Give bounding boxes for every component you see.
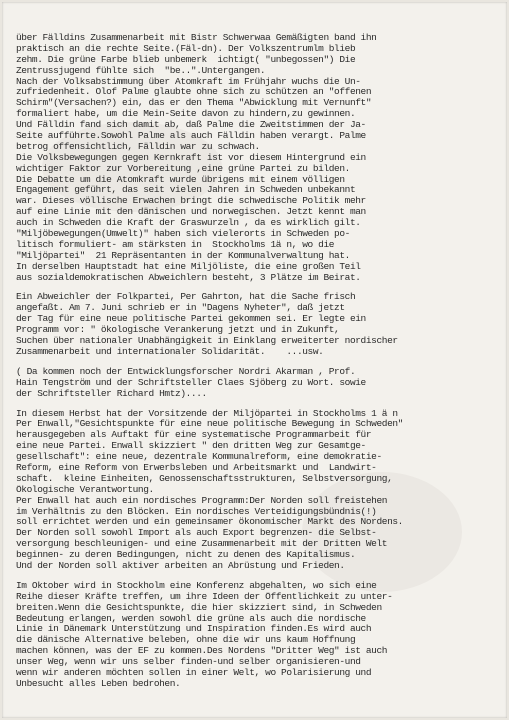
text-line: auf eine Linie mit den dänischen und norwegischen. Jetzt kennt man: [16, 207, 366, 218]
text-line: Die Debatte um die Atomkraft wurde übrigens mit einem völligen: [16, 174, 345, 185]
paragraph-gap: [16, 358, 502, 367]
text-line: der Tag für eine neue politische Partei gekommen sei. Er legte ein: [16, 314, 366, 325]
text-line: war. Dieses völlische Erwachen bringt die schwedische Politik mehr: [16, 196, 366, 207]
text-line: "Miljöpartei" 21 Repräsentanten in der Kommunalverwaltung hat.: [16, 250, 350, 261]
text-line: Schirm"(Versachen?) ein, das er den Thema "Abwicklung mit Vernunft": [16, 98, 372, 109]
text-line: In diesem Herbst hat der Vorsitzende der Miljöpartei in Stockholms 1 ä n: [16, 408, 398, 419]
text-line: Zusammenarbeit und internationaler Solidarität. ...usw.: [16, 346, 324, 357]
text-line: Zentrussjugend fühlte sich "be..".Untergangen.: [16, 65, 266, 76]
text-line: beginnen- zu deren Bedingungen, nicht zu denen des Kapitalismus.: [16, 550, 356, 561]
paragraph-gap: [16, 400, 502, 409]
text-line: Unbesucht alles Leben bedrohen.: [16, 678, 181, 689]
text-line: Und Fälldin fand sich damit ab, daß Palme die Zweitstimmen der Ja-: [16, 120, 366, 131]
document-body: [16, 33, 502, 690]
text-line: Ein Abweichler der Folkpartei, Per Gahrton, hat die Sache frisch: [16, 292, 356, 303]
text-line: aus sozialdemokratischen Abweichlern besteht, 3 Plätze im Beirat.: [16, 272, 361, 283]
text-line: betrog offensichtlich, Fälldin war zu schwach.: [16, 141, 260, 152]
text-line: wichtiger Faktor zur Vorbereitung ,eine grüne Partei zu bilden.: [16, 163, 350, 174]
text-line: über Fälldins Zusammenarbeit mit Bistr Schwerwaa Gemäßigten band ihn: [16, 33, 377, 43]
text-line: auch in Schweden die Kraft der Graswurzeln , da es wirklich gilt.: [16, 218, 361, 229]
text-line: eine neue Partei. Enwall skizziert " den dritten Weg zur Gesamtge-: [16, 441, 366, 452]
text-line: Im Oktober wird in Stockholm eine Konferenz abgehalten, wo sich eine: [16, 580, 377, 591]
text-line: zufriedenheit. Olof Palme glaubte ohne sich zu schützen an "offenen: [16, 87, 372, 98]
text-line: Seite aufführte.Sowohl Palme als auch Fälldin haben verargt. Palme: [16, 131, 366, 142]
text-line: breiten.Wenn die Gesichtspunkte, die hier skizziert sind, in Schweden: [16, 602, 382, 613]
text-line: Hain Tengström und der Schriftsteller Claes Sjöberg zu Wort. sowie: [16, 377, 366, 388]
text-line: herausgegeben als Auftakt für eine systematische Programmarbeit für: [16, 430, 372, 441]
text-line: litisch formuliert- am stärksten in Stockholms 1ä n, wo die: [16, 239, 335, 250]
text-line: ( Da kommen noch der Entwicklungsforscher Nordri Akarman , Prof.: [16, 366, 356, 377]
paragraph-gap: [16, 572, 502, 581]
text-line: schaft. kleine Einheiten, Genossenschaftsstrukturen, Selbstversorgung,: [16, 473, 393, 484]
text-line: machen können, was der EF zu kommen.Des Nordens "Dritter Weg" ist auch: [16, 646, 388, 657]
text-line: In derselben Hauptstadt hat eine Miljöliste, die eine großen Teil: [16, 261, 361, 272]
text-line: Engagement geführt, das seit vielen Jahren in Schweden unbekannt: [16, 185, 356, 196]
text-line: Die Volksbewegungen gegen Kernkraft ist vor diesem Hintergrund ein: [16, 152, 366, 163]
text-line: Ökologische Verantwortung.: [16, 484, 154, 495]
text-line: Reihe dieser Kräfte treffen, um ihre Ideen der Öffentlichkeit zu unter-: [16, 591, 393, 602]
text-line: versorgung beschleunigen- und eine Zusammenarbeit mit der Dritten Welt: [16, 539, 388, 550]
text-line: Per Enwall hat auch ein nordisches Programm:Der Norden soll freistehen: [16, 495, 388, 506]
text-line: die dänische Alternative beleben, ohne die wir uns kaum Hoffnung: [16, 635, 356, 646]
paragraph-gap: [16, 283, 502, 292]
text-line: Linie in Dänemark Unterstützung und Inspiration finden.Es wird auch: [16, 624, 372, 635]
text-line: im Verhältnis zu den Blöcken. Ein nordisches Verteidigungsbündnis(!): [16, 506, 377, 517]
text-line: wenn wir anderen möchten sollen in einer Welt, wo Polarisierung und: [16, 667, 372, 678]
text-line: zehm. Die grüne Farbe blieb unbemerk ichtigt( "unbegossen") Die: [16, 54, 356, 65]
text-line: Suchen über nationaler Unabhängigkeit in Einklang erweiterter nordischer: [16, 336, 398, 347]
paragraph: [16, 581, 502, 690]
paragraph: [16, 33, 502, 283]
text-line: Nach der Volksabstimmung über Atomkraft im Frühjahr wuchs die Un-: [16, 76, 361, 87]
text-line: unser Weg, wenn wir uns selber finden-und selber organisieren-und: [16, 657, 361, 668]
paragraph: [16, 367, 502, 400]
text-line: soll errichtet werden und ein gemeinsamer ökonomischer Markt des Nordens.: [16, 517, 403, 528]
text-line: der Schriftsteller Richard Hmtz)....: [16, 388, 207, 399]
text-line: Programm vor: " ökologische Verankerung jetzt und in Zukunft,: [16, 325, 340, 336]
text-line: "Miljöbewegungen(Umwelt)" haben sich vielerorts in Schweden po-: [16, 229, 350, 240]
paragraph: [16, 292, 502, 357]
paragraph: [16, 409, 502, 572]
text-line: Reform, eine Reform von Erwerbsleben und Arbeitsmarkt und Landwirt-: [16, 462, 377, 473]
text-line: Per Enwall,"Gesichtspunkte für eine neue politische Bewegung in Schweden": [16, 419, 403, 430]
text-line: Der Norden soll sowohl Import als auch Export begrenzen- die Selbst-: [16, 528, 377, 539]
text-line: formaliert habe, um die Mein-Seite davon zu hindern,zu gewinnen.: [16, 109, 356, 120]
text-line: angefaßt. Am 7. Juni schrieb er in "Dagens Nyheter", daß jetzt: [16, 303, 345, 314]
text-line: praktisch an die rechte Seite.(Fäl-dn). Der Volkszentrumlm blieb: [16, 43, 356, 54]
typewritten-page: [2, 2, 507, 718]
text-line: Bedeutung erlangen, werden sowohl die grüne als auch die nordische: [16, 613, 366, 624]
text-line: gesellschaft": eine neue, dezentrale Kommunalreform, eine demokratie-: [16, 452, 382, 463]
text-line: Und der Norden soll aktiver arbeiten an Abrüstung und Frieden.: [16, 560, 345, 571]
